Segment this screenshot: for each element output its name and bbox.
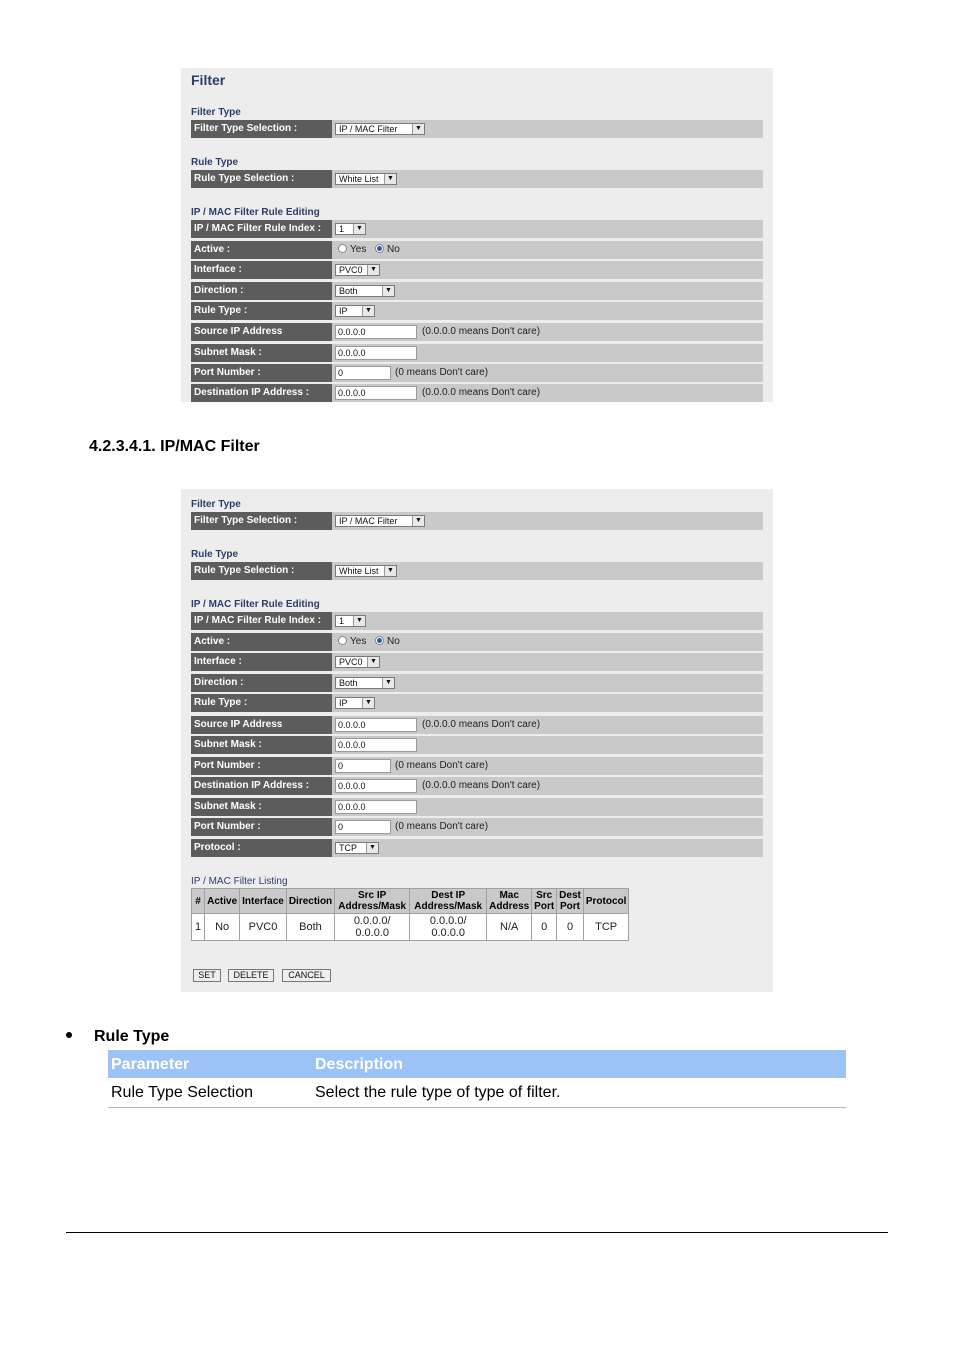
dest-ip-note: (0.0.0.0 means Don't care) [422,387,541,398]
col-direction: Direction [286,889,334,914]
interface-select[interactable]: PVC0 ▼ [335,656,380,668]
ruletype-row [191,302,763,320]
dest-ip-input[interactable]: 0.0.0.0 [335,779,417,793]
dest-port-label: Port Number : [191,818,332,836]
interface-label: Interface : [191,653,332,671]
cell-active: No [205,914,240,941]
chevron-down-icon: ▼ [367,657,379,667]
chevron-down-icon: ▼ [362,306,374,316]
header-parameter: Parameter [111,1056,190,1073]
port-row [191,364,763,382]
bullet-icon [66,1032,72,1038]
chevron-down-icon: ▼ [412,124,424,134]
dest-subnet-row [191,798,763,816]
chevron-down-icon: ▼ [384,566,396,576]
rule-index-row [191,612,763,630]
port-input[interactable]: 0 [335,759,391,773]
bullet-rule-type: Rule Type [66,1028,169,1046]
filter-type-select[interactable]: IP / MAC Filter ▼ [335,123,425,135]
col-dest-port: Dest Port [557,889,584,914]
active-label: Active : [191,633,332,651]
col-protocol: Protocol [583,889,629,914]
port-label: Port Number : [191,364,332,382]
cell-mac: N/A [487,914,532,941]
filter-type-label: Filter Type Selection : [191,512,332,530]
port-note: (0 means Don't care) [395,367,489,378]
active-no-radio[interactable]: No [375,633,400,651]
dest-ip-input[interactable]: 0.0.0.0 [335,386,417,400]
rule-index-row [191,220,763,238]
cell-direction: Both [286,914,334,941]
direction-select[interactable]: Both ▼ [335,677,395,689]
rule-type-header: Rule Type [191,549,239,560]
row-description: Select the rule type of type of filter. [315,1084,561,1101]
dest-subnet-label: Subnet Mask : [191,798,332,816]
active-yes-radio[interactable]: Yes [338,241,366,259]
dest-port-input[interactable]: 0 [335,820,391,834]
col-mac: Mac Address [487,889,532,914]
cell-protocol: TCP [583,914,629,941]
description-table-header [108,1050,846,1078]
ruletype-select[interactable]: IP ▼ [335,305,375,317]
filter-listing-table [191,888,629,941]
rule-index-label: IP / MAC Filter Rule Index : [191,220,332,238]
cell-dest-ip: 0.0.0.0/ 0.0.0.0 [410,914,487,941]
col-index: # [192,889,205,914]
active-no-radio[interactable]: No [375,241,400,259]
col-active: Active [205,889,240,914]
dest-subnet-input[interactable]: 0.0.0.0 [335,800,417,814]
interface-row [191,653,763,671]
dest-port-note: (0 means Don't care) [395,821,489,832]
footer-rule [66,1232,888,1233]
cell-interface: PVC0 [240,914,287,941]
cell-dest-port: 0 [557,914,584,941]
src-ip-input[interactable]: 0.0.0.0 [335,718,417,732]
delete-button[interactable]: DELETE [228,969,274,982]
subnet-input[interactable]: 0.0.0.0 [335,738,417,752]
section-heading: 4.2.3.4.1. IP/MAC Filter [89,438,260,455]
interface-label: Interface : [191,261,332,279]
table-row [192,914,629,941]
dest-port-row [191,818,763,836]
ruletype-label: Rule Type : [191,694,332,712]
protocol-row [191,839,763,857]
chevron-down-icon: ▼ [353,224,365,234]
dest-ip-row [191,777,763,795]
filter-type-select[interactable]: IP / MAC Filter ▼ [335,515,425,527]
description-table [108,1050,846,1108]
filter-type-row [191,120,763,138]
dest-ip-label: Destination IP Address : [191,777,332,795]
set-button[interactable]: SET [193,969,221,982]
rule-type-header: Rule Type [191,157,239,168]
protocol-label: Protocol : [191,839,332,857]
col-src-ip: Src IP Address/Mask [335,889,410,914]
port-input[interactable]: 0 [335,366,391,380]
ruletype-row [191,694,763,712]
interface-select[interactable]: PVC0 ▼ [335,264,380,276]
src-ip-row [191,716,763,734]
chevron-down-icon: ▼ [362,698,374,708]
rule-index-label: IP / MAC Filter Rule Index : [191,612,332,630]
subnet-row [191,344,763,362]
col-src-port: Src Port [532,889,557,914]
dest-ip-row [191,384,763,402]
port-label: Port Number : [191,757,332,775]
active-row [191,241,763,259]
row-parameter: Rule Type Selection [111,1084,254,1101]
header-description: Description [315,1056,404,1073]
subnet-input[interactable]: 0.0.0.0 [335,346,417,360]
rule-index-select[interactable]: 1 ▼ [335,223,366,235]
ruletype-select[interactable]: IP ▼ [335,697,375,709]
chevron-down-icon: ▼ [367,265,379,275]
interface-row [191,261,763,279]
dest-ip-label: Destination IP Address : [191,384,332,402]
active-yes-radio[interactable]: Yes [338,633,366,651]
rule-type-row [191,562,763,580]
subnet-row [191,736,763,754]
rule-type-row [191,170,763,188]
protocol-select[interactable]: TCP ▼ [335,842,379,854]
port-row [191,757,763,775]
page-title: Filter [191,72,226,88]
src-ip-note: (0.0.0.0 means Don't care) [422,326,541,337]
rule-type-label: Rule Type Selection : [191,562,332,580]
col-dest-ip: Dest IP Address/Mask [410,889,487,914]
rule-type-label: Rule Type Selection : [191,170,332,188]
direction-label: Direction : [191,282,332,300]
cancel-button[interactable]: CANCEL [282,969,331,982]
filter-type-label: Filter Type Selection : [191,120,332,138]
filter-type-row [191,512,763,530]
direction-select[interactable]: Both ▼ [335,285,395,297]
direction-row [191,674,763,692]
dest-ip-note: (0.0.0.0 means Don't care) [422,780,541,791]
chevron-down-icon: ▼ [382,286,394,296]
chevron-down-icon: ▼ [412,516,424,526]
active-label: Active : [191,241,332,259]
src-ip-input[interactable]: 0.0.0.0 [335,325,417,339]
rule-index-select[interactable]: 1 ▼ [335,615,366,627]
rule-type-select[interactable]: White List ▼ [335,173,397,185]
src-ip-label: Source IP Address [191,716,332,734]
chevron-down-icon: ▼ [382,678,394,688]
cell-src-ip: 0.0.0.0/ 0.0.0.0 [335,914,410,941]
chevron-down-icon: ▼ [366,843,378,853]
rule-type-select[interactable]: White List ▼ [335,565,397,577]
filter-panel-bottom [181,489,773,992]
chevron-down-icon: ▼ [384,174,396,184]
editing-header: IP / MAC Filter Rule Editing [191,207,320,218]
active-row [191,633,763,651]
col-interface: Interface [240,889,287,914]
filter-panel-top [181,68,773,402]
subnet-label: Subnet Mask : [191,736,332,754]
chevron-down-icon: ▼ [353,616,365,626]
cell-src-port: 0 [532,914,557,941]
filter-type-header: Filter Type [191,107,241,118]
direction-label: Direction : [191,674,332,692]
port-note: (0 means Don't care) [395,760,489,771]
table-row [108,1078,846,1108]
src-ip-label: Source IP Address [191,323,332,341]
direction-row [191,282,763,300]
cell-index: 1 [192,914,205,941]
filter-type-header: Filter Type [191,499,241,510]
subnet-label: Subnet Mask : [191,344,332,362]
editing-header: IP / MAC Filter Rule Editing [191,599,320,610]
listing-header: IP / MAC Filter Listing [191,876,288,887]
ruletype-label: Rule Type : [191,302,332,320]
src-ip-row [191,323,763,341]
src-ip-note: (0.0.0.0 means Don't care) [422,719,541,730]
